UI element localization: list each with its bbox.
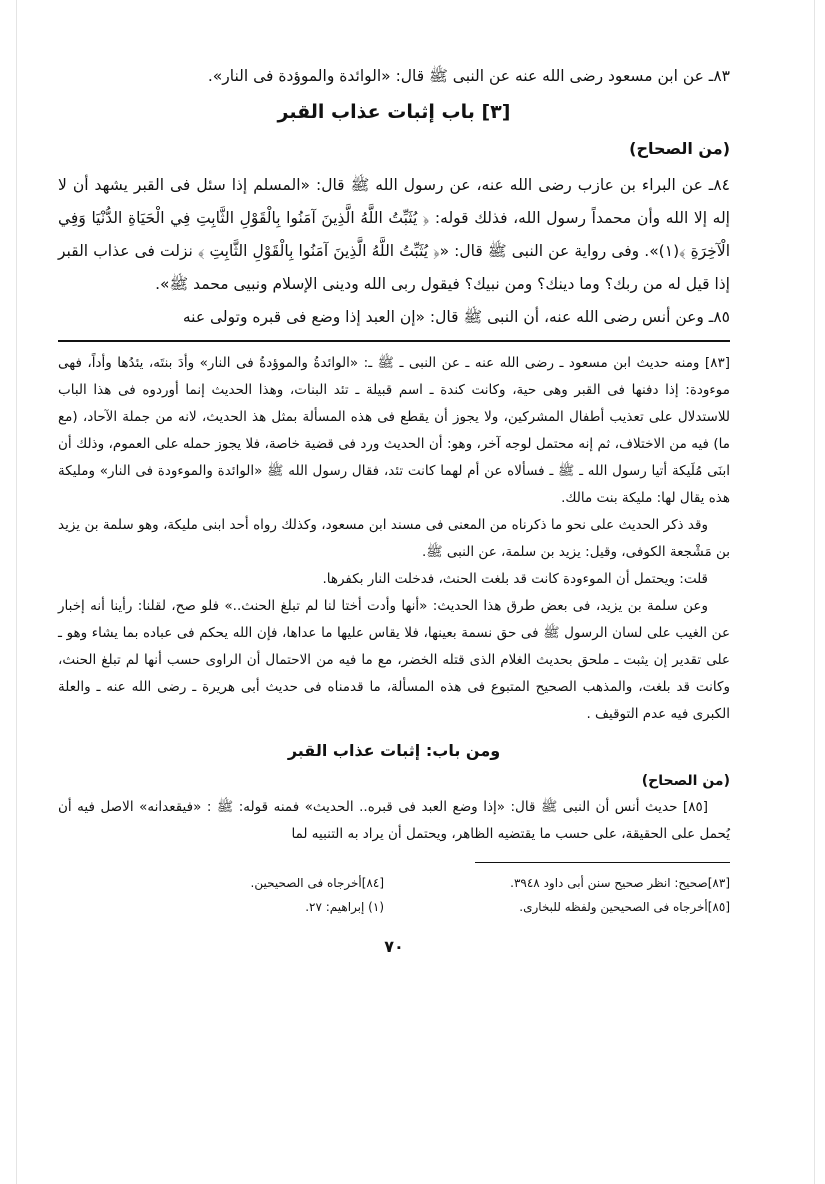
commentary-chapter-title: ومن باب: إثبات عذاب القبر — [287, 741, 501, 760]
commentary-paragraph-4: وعن سلمة بن يزيد، فى بعض طرق هذا الحديث: «أنها وأدت أختا لنا لم تبلغ الحنث..» فلو صح، لقلنا: رأينا أنه إخبار عن الغيب على لسان الرسول ﷺ فى حق نسمة بعينها، فلا يقاس عليها ما عداها، فإن الله يحكم فى عباده بما يشاء وهو ـ على تقدير إن يثبت ـ ملحق بحديث الغلام الذى قتله الخضر، مع ما فيه من الاحتمال أن الراوى حسب أنها لم تبلغ الحنث، وكانت قد بلغت، والمذهب الصحيح المتبوع فى هذه المسألة، ما قدمناه فى حديث أبى هريرة ـ رضى الله عنه ـ والعلة الكبرى فيه عدم التوقيف . — [58, 598, 730, 722]
scan-edge-left — [16, 0, 17, 1184]
footnote-divider — [475, 862, 730, 863]
hadith-84: ٨٤ـ عن البراء بن عازب رضى الله عنه، عن رسول الله ﷺ قال: «المسلم إذا سئل فى القبر يشهد أن لا إله إلا الله وأن محمداً رسول الله، فذلك قوله: ﴿ يُثَبِّتُ اللَّهُ الَّذِينَ آمَنُوا بِالْقَوْلِ الثَّابِتِ فِي الْحَيَاةِ الدُّنْيَا وَفِي الْآخِرَةِ ﴾(١)». وفى رواية عن النبى ﷺ قال: «﴿ يُثَبِّتُ اللَّهُ الَّذِينَ آمَنُوا بِالْقَوْلِ الثَّابِتِ ﴾ نزلت فى عذاب القبر إذا قيل له من ربك؟ وما دينك؟ ومن نبيك؟ فيقول ربى الله ودينى الإسلام ونبيى محمد ﷺ». — [58, 176, 730, 293]
footnote-83: [٨٣]صحيح: انظر صحيح سنن أبى داود ٣٩٤٨. — [510, 876, 730, 890]
hadith-83: ٨٣ـ عن ابن مسعود رضى الله عنه عن النبى ﷺ قال: «الوائدة والموؤدة فى النار». — [207, 67, 730, 85]
commentary-paragraph-2: وقد ذكر الحديث على نحو ما ذكرناه من المعنى فى مسند ابن مسعود، وكذلك رواه أحد ابنى مليكة، وهو سلمة بن يزيد بن مَشْجعة الكوفى، وقيل: يزيد بن سلمة، عن النبى ﷺ. — [58, 517, 730, 560]
footnote-1: (١) إبراهيم: ٢٧. — [305, 900, 384, 914]
section-label: (من الصحاح) — [629, 139, 730, 158]
footnote-85: [٨٥]أخرجاه فى الصحيحين ولفظه للبخارى. — [519, 900, 730, 914]
commentary-section-label: (من الصحاح) — [641, 773, 730, 789]
footnotes — [58, 871, 730, 919]
chapter-title: [٣] باب إثبات عذاب القبر — [277, 101, 511, 123]
page-number: ٧٠ — [384, 937, 404, 956]
commentary-block — [58, 350, 730, 848]
commentary-paragraph-3: قلت: ويحتمل أن الموءودة كانت قد بلغت الحنث، فدخلت النار بكفرها. — [322, 571, 708, 587]
footnote-84: [٨٤]أخرجاه فى الصحيحين. — [250, 876, 384, 890]
hadith-85: ٨٥ـ وعن أنس رضى الله عنه، أن النبى ﷺ قال: «إن العبد إذا وضع فى قبره وتولى عنه — [182, 308, 730, 326]
commentary-85: [٨٥] حديث أنس أن النبى ﷺ قال: «إذا وضع العبد فى قبره.. الحديث» فمنه قوله: ﷺ : «فيقعدانه» الاصل فيه أن يُحمل على الحقيقة، على حسب ما يقتضيه الظاهر، ويحتمل أن يراد به التنبيه لما — [58, 799, 730, 842]
commentary-divider — [58, 340, 730, 342]
commentary-83: [٨٣] ومنه حديث ابن مسعود ـ رضى الله عنه ـ عن النبى ـ ﷺ ـ: «الوائدةُ والموؤدةُ فى النار» وأدَ بنتَه، يئدُها وأداً، فهى موءودة: إذا دفنها فى القبر وهى حية، وكانت كندة ـ اسم قبيلة ـ تئد البنات، وهذا الحديث إنما أوردوه فى هذا الباب للاستدلال على تعذيب أطفال المشركين، ولا يجوز أن يقطع فى هذه المسألة بمثل هذ الحديث، لانه من جملة الآحاد، (مع ما) فيه من الاختلاف، ثم إنه محتمل لوجه آخر، وهو: أن الحديث ورد فى قضية خاصة، فلا يجوز حمله على العموم، وذلك أن ابنَى مُلَيكة أتيا رسول الله ـ ﷺ ـ فسألاه عن أم لهما كانت تئد، فقال رسول الله ﷺ «الوائدة والموءودة فى النار» ومليكة هذه يقال لها: مليكة بنت مالك. — [58, 355, 730, 506]
scan-edge-right — [814, 0, 815, 1184]
